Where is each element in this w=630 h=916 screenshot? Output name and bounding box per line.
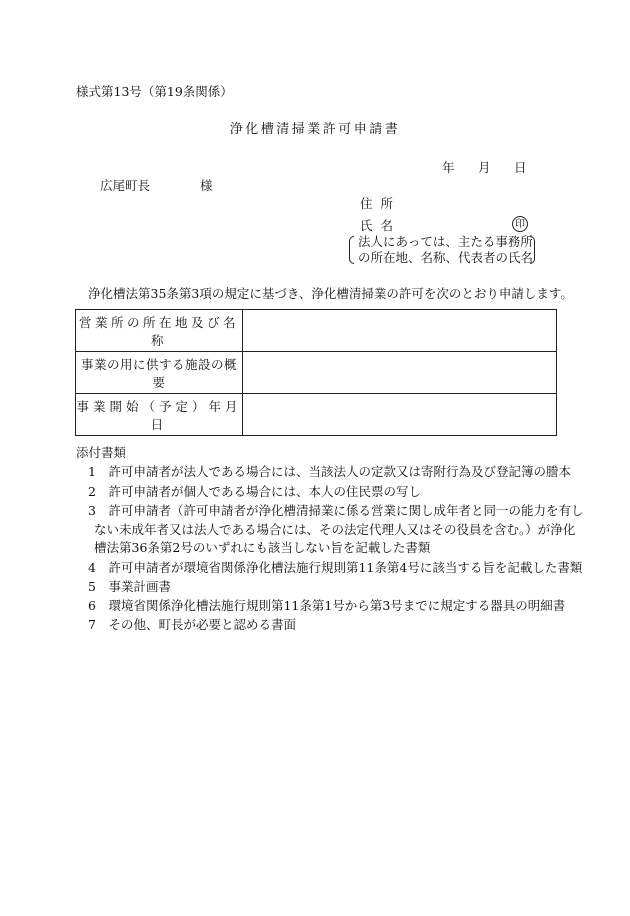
start-date-label: 事業開始（予定）年月日 — [76, 394, 243, 436]
attachment-item-1: 1 許可申請者が法人である場合には、当該法人の定款又は寄附行為及び登記簿の謄本 — [88, 464, 571, 479]
table-row — [76, 394, 557, 436]
date-day: 日 — [514, 160, 527, 175]
attachment-item-6: 6 環境省関係浄化槽法施行規則第11条第1号から第3号までに規定する器具の明細書 — [88, 598, 566, 613]
form-number: 様式第13号（第19条関係） — [76, 84, 233, 99]
table-row — [76, 310, 557, 352]
application-table — [75, 309, 557, 436]
bracket-left — [349, 236, 354, 264]
attachment-item-4: 4 許可申請者が環境省関係浄化槽法施行規則第11条第4号に該当する旨を記載した書類 — [88, 560, 583, 575]
attachment-item-2: 2 許可申請者が個人である場合には、本人の住民票の写し — [88, 484, 421, 499]
facility-overview-label: 事業の用に供する施設の概要 — [76, 352, 243, 394]
attachment-item-3: 3 許可申請者（許可申請者が浄化槽清掃業に係る営業に関し成年者と同一の能力を有し — [88, 503, 584, 518]
name-label: 氏名 — [360, 218, 402, 233]
office-location-label: 営業所の所在地及び名称 — [76, 310, 243, 352]
document-title: 浄化槽清掃業許可申請書 — [229, 122, 401, 137]
date-year: 年 — [442, 160, 455, 175]
attachments-heading: 添付書類 — [76, 445, 127, 460]
attachment-item-3-cont2: 槽法第36条第2号のいずれにも該当しない旨を記載した書類 — [94, 540, 431, 555]
intro-statement: 浄化槽法第35条第3項の規定に基づき、浄化槽清掃業の許可を次のとおり申請します。 — [88, 286, 573, 301]
attachment-item-3-cont1: ない未成年者又は法人である場合には、その法定代理人又はその役員を含む。）が浄化 — [94, 522, 576, 537]
addressee: 広尾町長 様 — [100, 178, 213, 193]
table-row — [76, 352, 557, 394]
start-date-field[interactable] — [243, 394, 557, 436]
date-line — [442, 160, 527, 176]
office-location-field[interactable] — [243, 310, 557, 352]
facility-overview-field[interactable] — [243, 352, 557, 394]
attachment-item-7: 7 その他、町長が必要と認める書面 — [88, 617, 296, 632]
address-label: 住所 — [360, 196, 402, 211]
corporate-note-line2: の所在地、名称、代表者の氏名 — [358, 250, 534, 265]
corporate-note-line1: 法人にあっては、主たる事務所 — [358, 234, 533, 249]
seal-mark: 印 — [512, 216, 528, 232]
date-month: 月 — [478, 160, 491, 175]
attachment-item-5: 5 事業計画書 — [88, 579, 171, 594]
